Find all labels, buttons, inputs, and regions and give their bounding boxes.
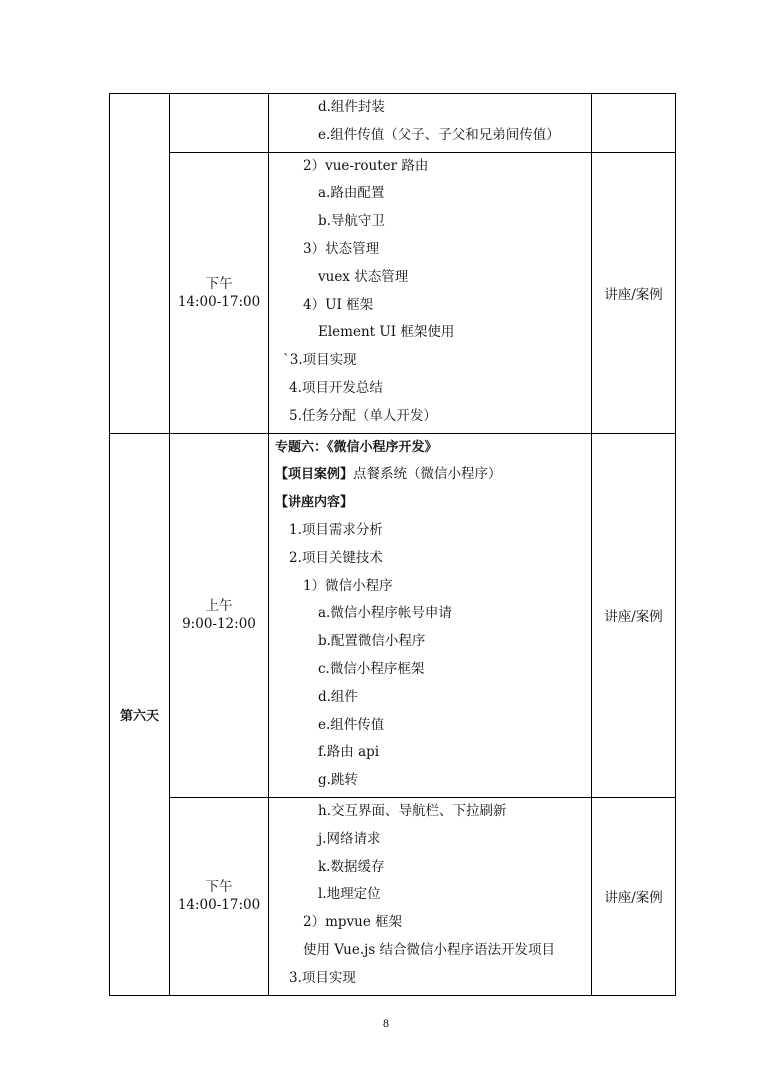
content-line-text: 2）vue-router 路由 bbox=[303, 157, 429, 174]
content-line-heading: 【项目案例】 bbox=[275, 467, 354, 483]
content-line-text: e.组件传值 bbox=[318, 716, 385, 733]
content-cell bbox=[269, 433, 592, 797]
content-line bbox=[269, 826, 591, 854]
content-line bbox=[269, 434, 591, 462]
content-line-text: l.地理定位 bbox=[318, 886, 381, 903]
content-line bbox=[269, 965, 591, 993]
content-line bbox=[269, 854, 591, 882]
content-line-text: 5.任务分配（单人开发） bbox=[289, 407, 437, 424]
content-line-text: b.配置微信小程序 bbox=[318, 633, 426, 650]
content-line-text: g.跳转 bbox=[318, 772, 358, 789]
content-line-text: a.路由配置 bbox=[318, 185, 385, 202]
content-line-text: 3）状态管理 bbox=[303, 240, 380, 257]
content-cell bbox=[269, 797, 592, 995]
content-line-text: e.组件传值（父子、子父和兄弟间传值） bbox=[318, 126, 560, 143]
content-line bbox=[269, 461, 591, 489]
content-line-text: vuex 状态管理 bbox=[318, 268, 409, 285]
page-number: 8 bbox=[383, 1016, 389, 1030]
content-list bbox=[269, 153, 591, 433]
time-period: 上午 bbox=[205, 598, 233, 615]
content-line bbox=[269, 684, 591, 712]
content-line bbox=[269, 208, 591, 236]
content-line-text: k.数据缓存 bbox=[318, 858, 385, 875]
content-line bbox=[269, 712, 591, 740]
content-line bbox=[269, 489, 591, 517]
content-list bbox=[269, 798, 591, 995]
method-cell bbox=[592, 152, 676, 433]
content-line-text: 4.项目开发总结 bbox=[289, 379, 383, 396]
content-line bbox=[269, 180, 591, 208]
method-cell bbox=[592, 433, 676, 797]
content-line bbox=[269, 236, 591, 264]
content-line bbox=[269, 517, 591, 545]
time-cell bbox=[170, 152, 269, 433]
time-range: 9:00-12:00 bbox=[182, 616, 256, 633]
content-line bbox=[269, 767, 591, 795]
content-line bbox=[269, 122, 591, 150]
content-line-text: Element UI 框架使用 bbox=[318, 324, 455, 341]
day-cell bbox=[110, 433, 170, 995]
content-line-text: f.路由 api bbox=[318, 744, 380, 761]
content-line-text: c.微信小程序框架 bbox=[318, 660, 425, 677]
day-cell bbox=[110, 94, 170, 434]
content-line bbox=[269, 319, 591, 347]
content-line bbox=[269, 94, 591, 122]
content-line bbox=[269, 573, 591, 601]
content-line bbox=[269, 656, 591, 684]
content-cell bbox=[269, 94, 592, 153]
content-line bbox=[269, 375, 591, 403]
table-row bbox=[110, 433, 676, 797]
time-cell bbox=[170, 94, 269, 153]
schedule-table bbox=[109, 93, 676, 996]
content-line-text: a.微信小程序帐号申请 bbox=[318, 605, 452, 622]
content-line-text: `3.项目实现 bbox=[283, 352, 357, 369]
time-period: 下午 bbox=[205, 275, 233, 292]
content-line-text: 1）微信小程序 bbox=[303, 577, 393, 594]
content-line bbox=[269, 153, 591, 181]
content-line-text: 2）mpvue 框架 bbox=[303, 914, 403, 931]
content-line bbox=[269, 798, 591, 826]
content-line bbox=[269, 739, 591, 767]
content-line-text: b.导航守卫 bbox=[318, 213, 385, 230]
content-line-text: 4）UI 框架 bbox=[303, 296, 374, 313]
content-line-text: 3.项目实现 bbox=[289, 969, 356, 986]
content-line bbox=[269, 403, 591, 431]
content-line bbox=[269, 909, 591, 937]
table-row bbox=[110, 94, 676, 153]
content-line bbox=[269, 264, 591, 292]
content-line bbox=[269, 937, 591, 965]
time-period: 下午 bbox=[205, 879, 233, 896]
content-line-text: 使用 Vue.js 结合微信小程序语法开发项目 bbox=[303, 941, 556, 958]
content-cell bbox=[269, 152, 592, 433]
content-line-text: j.网络请求 bbox=[318, 830, 381, 847]
content-line bbox=[269, 545, 591, 573]
table-row bbox=[110, 152, 676, 433]
time-range: 14:00-17:00 bbox=[177, 897, 261, 914]
content-line-text: 【讲座内容】 bbox=[275, 495, 354, 511]
time-cell bbox=[170, 433, 269, 797]
content-list bbox=[269, 94, 591, 152]
time-cell bbox=[170, 797, 269, 995]
content-line bbox=[269, 881, 591, 909]
time-range: 14:00-17:00 bbox=[177, 293, 261, 310]
content-line bbox=[269, 292, 591, 320]
content-line-text: 点餐系统（微信小程序） bbox=[353, 466, 502, 483]
content-line-text: 专题六：《微信小程序开发》 bbox=[275, 439, 438, 455]
content-line-text: h.交互界面、导航栏、下拉刷新 bbox=[318, 802, 507, 819]
method-label: 讲座/案例 bbox=[604, 286, 663, 303]
content-line bbox=[269, 600, 591, 628]
content-line bbox=[269, 628, 591, 656]
content-line-text: d.组件 bbox=[318, 688, 358, 705]
method-label: 讲座/案例 bbox=[604, 890, 663, 907]
method-cell bbox=[592, 797, 676, 995]
table-row bbox=[110, 797, 676, 995]
method-cell bbox=[592, 94, 676, 153]
method-label: 讲座/案例 bbox=[604, 609, 663, 626]
content-line bbox=[269, 347, 591, 375]
day-label: 第六天 bbox=[119, 708, 159, 724]
content-list bbox=[269, 434, 591, 797]
content-line-text: 1.项目需求分析 bbox=[289, 521, 383, 538]
content-line-text: 2.项目关键技术 bbox=[289, 549, 383, 566]
content-line-text: d.组件封装 bbox=[318, 99, 385, 115]
